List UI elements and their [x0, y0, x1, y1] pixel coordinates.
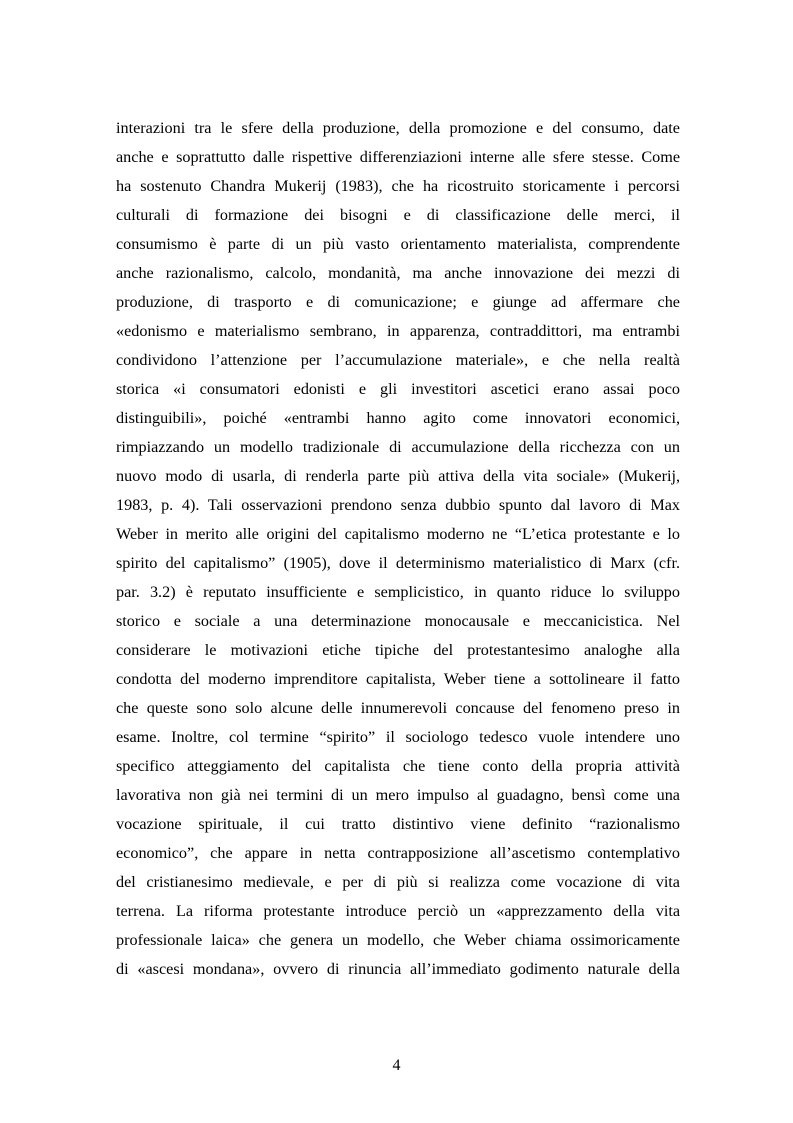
text-line: Weber in merito alle origini del capitalismo moderno ne “L’etica protestante e lo — [116, 525, 680, 543]
text-line: terrena. La riforma protestante introduce perciò un «apprezzamento della vita — [116, 902, 680, 920]
text-line: 1983, p. 4). Tali osservazioni prendono senza dubbio spunto dal lavoro di Max — [116, 496, 680, 514]
text-line: economico”, che appare in netta contrapposizione all’ascetismo contemplativo — [116, 844, 680, 862]
page-number: 4 — [392, 1057, 401, 1074]
text-line: spirito del capitalismo” (1905), dove il determinismo materialistico di Marx (cfr. — [116, 554, 680, 572]
text-line: che queste sono solo alcune delle innumerevoli concause del fenomeno preso in — [116, 699, 680, 717]
text-line: distinguibili», poiché «entrambi hanno agito come innovatori economici, — [116, 409, 680, 427]
text-line: par. 3.2) è reputato insufficiente e semplicistico, in quanto riduce lo sviluppo — [116, 583, 680, 601]
text-line: «edonismo e materialismo sembrano, in apparenza, contraddittori, ma entrambi — [116, 322, 680, 340]
text-line: consumismo è parte di un più vasto orientamento materialista, comprendente — [116, 235, 680, 253]
text-line: ha sostenuto Chandra Mukerij (1983), che ha ricostruito storicamente i percorsi — [116, 177, 680, 195]
text-line: nuovo modo di usarla, di renderla parte più attiva della vita sociale» (Mukerij, — [116, 467, 680, 485]
text-line: del cristianesimo medievale, e per di più si realizza come vocazione di vita — [116, 873, 680, 891]
text-line: anche e soprattutto dalle rispettive differenziazioni interne alle sfere stesse. Come — [116, 148, 680, 166]
text-line: culturali di formazione dei bisogni e di classificazione delle merci, il — [116, 206, 680, 224]
text-line: anche razionalismo, calcolo, mondanità, ma anche innovazione dei mezzi di — [116, 264, 680, 282]
body-paragraph — [116, 114, 680, 984]
text-line: storico e sociale a una determinazione monocausale e meccanicistica. Nel — [116, 612, 680, 630]
text-line: rimpiazzando un modello tradizionale di accumulazione della ricchezza con un — [116, 438, 680, 456]
text-line: professionale laica» che genera un modello, che Weber chiama ossimoricamente — [116, 931, 680, 949]
text-line: lavorativa non già nei termini di un mero impulso al guadagno, bensì come una — [116, 786, 680, 804]
text-line: condotta del moderno imprenditore capitalista, Weber tiene a sottolineare il fatto — [116, 670, 680, 688]
text-line: produzione, di trasporto e di comunicazione; e giunge ad affermare che — [116, 293, 680, 311]
text-line: di «ascesi mondana», ovvero di rinuncia all’immediato godimento naturale della — [116, 960, 680, 978]
text-line: storica «i consumatori edonisti e gli investitori ascetici erano assai poco — [116, 380, 680, 398]
text-line: specifico atteggiamento del capitalista che tiene conto della propria attività — [116, 757, 680, 775]
text-line: considerare le motivazioni etiche tipiche del protestantesimo analoghe alla — [116, 641, 680, 659]
text-line: condividono l’attenzione per l’accumulazione materiale», e che nella realtà — [116, 351, 680, 369]
text-line: esame. Inoltre, col termine “spirito” il sociologo tedesco vuole intendere uno — [116, 728, 680, 746]
text-line: vocazione spirituale, il cui tratto distintivo viene definito “razionalismo — [116, 815, 680, 833]
text-line: interazioni tra le sfere della produzione, della promozione e del consumo, date — [116, 119, 680, 137]
